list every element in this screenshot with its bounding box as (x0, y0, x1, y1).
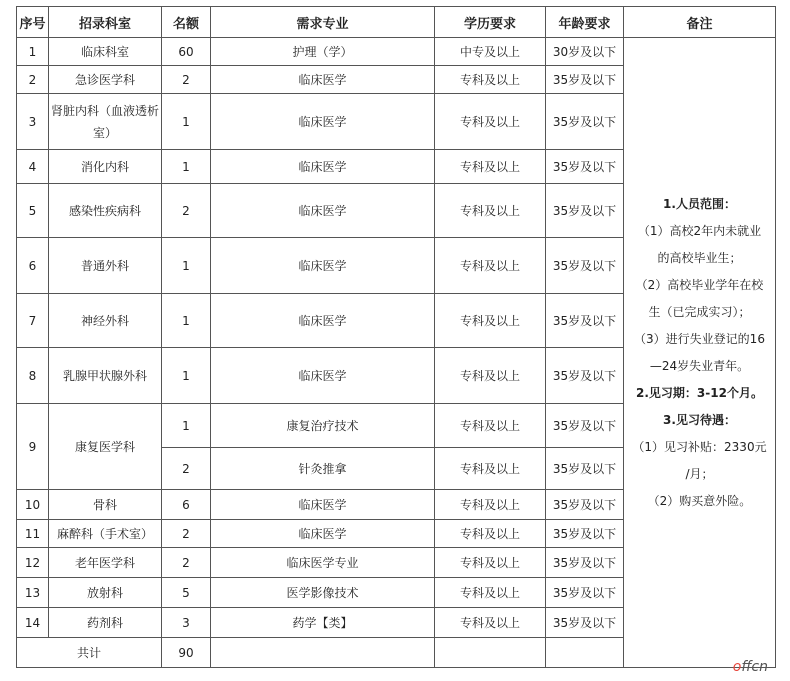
remarks-line: —24岁失业青年。 (649, 358, 750, 373)
remarks-cell (624, 38, 776, 668)
cell-dept: 老年医学科 (49, 548, 162, 578)
watermark-logo (733, 659, 768, 675)
cell-dept: 临床科室 (49, 38, 162, 66)
cell-count: 1 (162, 94, 211, 150)
cell-dept: 神经外科 (49, 294, 162, 348)
cell-dept: 骨科 (49, 490, 162, 520)
cell-count: 3 (162, 608, 211, 638)
cell-major: 临床医学 (211, 294, 435, 348)
cell-major: 临床医学 (211, 238, 435, 294)
cell-age: 35岁及以下 (546, 520, 624, 548)
cell-no: 2 (17, 66, 49, 94)
cell-major: 护理（学） (211, 38, 435, 66)
cell-count: 2 (162, 548, 211, 578)
cell-no: 9 (17, 404, 49, 490)
cell-count: 60 (162, 38, 211, 66)
cell-age: 35岁及以下 (546, 608, 624, 638)
cell-no: 7 (17, 294, 49, 348)
remarks-line: （2）购买意外险。 (647, 493, 752, 508)
cell-major: 药学【类】 (211, 608, 435, 638)
cell-major: 临床医学 (211, 184, 435, 238)
cell-no: 4 (17, 150, 49, 184)
cell-dept: 放射科 (49, 578, 162, 608)
cell-no: 10 (17, 490, 49, 520)
cell-age: 35岁及以下 (546, 348, 624, 404)
total-empty (211, 638, 435, 668)
total-empty (546, 638, 624, 668)
cell-major: 临床医学专业 (211, 548, 435, 578)
cell-count: 2 (162, 184, 211, 238)
cell-no: 11 (17, 520, 49, 548)
watermark-part2: ffcn (741, 659, 768, 675)
cell-edu: 专科及以上 (435, 548, 546, 578)
cell-edu: 中专及以上 (435, 38, 546, 66)
cell-no: 1 (17, 38, 49, 66)
cell-age: 35岁及以下 (546, 184, 624, 238)
header-age: 年龄要求 (546, 7, 624, 38)
cell-major: 医学影像技术 (211, 578, 435, 608)
cell-dept: 乳腺甲状腺外科 (49, 348, 162, 404)
cell-age: 30岁及以下 (546, 38, 624, 66)
cell-edu: 专科及以上 (435, 448, 546, 490)
cell-no: 8 (17, 348, 49, 404)
cell-no: 12 (17, 548, 49, 578)
cell-major: 临床医学 (211, 520, 435, 548)
cell-dept: 康复医学科 (49, 404, 162, 490)
cell-count: 1 (162, 294, 211, 348)
header-dept: 招录科室 (49, 7, 162, 38)
remarks-line: 1.人员范围： (663, 196, 736, 211)
remarks-line: 2.见习期：3-12个月。 (636, 385, 763, 400)
remarks-line: /月； (685, 466, 714, 481)
cell-age: 35岁及以下 (546, 238, 624, 294)
cell-edu: 专科及以上 (435, 348, 546, 404)
header-row (17, 7, 776, 38)
cell-count: 1 (162, 404, 211, 448)
cell-age: 35岁及以下 (546, 448, 624, 490)
cell-major: 康复治疗技术 (211, 404, 435, 448)
header-edu: 学历要求 (435, 7, 546, 38)
cell-dept: 感染性疾病科 (49, 184, 162, 238)
total-count: 90 (162, 638, 211, 668)
cell-age: 35岁及以下 (546, 294, 624, 348)
cell-no: 5 (17, 184, 49, 238)
cell-count: 6 (162, 490, 211, 520)
cell-count: 1 (162, 150, 211, 184)
cell-major: 临床医学 (211, 490, 435, 520)
cell-age: 35岁及以下 (546, 66, 624, 94)
recruitment-table (16, 6, 776, 668)
header-no: 序号 (17, 7, 49, 38)
cell-edu: 专科及以上 (435, 66, 546, 94)
cell-major: 临床医学 (211, 94, 435, 150)
total-label: 共计 (17, 638, 162, 668)
cell-no: 3 (17, 94, 49, 150)
cell-edu: 专科及以上 (435, 150, 546, 184)
cell-count: 2 (162, 66, 211, 94)
cell-age: 35岁及以下 (546, 150, 624, 184)
header-major: 需求专业 (211, 7, 435, 38)
cell-dept: 麻醉科（手术室） (49, 520, 162, 548)
remarks-line: （2）高校毕业学年在校 (635, 277, 764, 292)
cell-edu: 专科及以上 (435, 294, 546, 348)
cell-edu: 专科及以上 (435, 238, 546, 294)
cell-major: 临床医学 (211, 150, 435, 184)
cell-age: 35岁及以下 (546, 548, 624, 578)
cell-dept: 普通外科 (49, 238, 162, 294)
cell-edu: 专科及以上 (435, 184, 546, 238)
cell-dept: 消化内科 (49, 150, 162, 184)
cell-edu: 专科及以上 (435, 578, 546, 608)
cell-age: 35岁及以下 (546, 578, 624, 608)
cell-major: 临床医学 (211, 348, 435, 404)
remarks-line: （3）进行失业登记的16 (634, 331, 765, 346)
cell-edu: 专科及以上 (435, 490, 546, 520)
table-row (17, 38, 776, 66)
cell-edu: 专科及以上 (435, 94, 546, 150)
cell-edu: 专科及以上 (435, 404, 546, 448)
cell-dept: 急诊医学科 (49, 66, 162, 94)
cell-age: 35岁及以下 (546, 94, 624, 150)
cell-age: 35岁及以下 (546, 490, 624, 520)
cell-count: 2 (162, 448, 211, 490)
cell-dept: 药剂科 (49, 608, 162, 638)
cell-major: 临床医学 (211, 66, 435, 94)
header-count: 名额 (162, 7, 211, 38)
header-remarks: 备注 (624, 7, 776, 38)
cell-major: 针灸推拿 (211, 448, 435, 490)
cell-count: 1 (162, 348, 211, 404)
remarks-line: 3.见习待遇： (663, 412, 736, 427)
cell-dept: 肾脏内科（血液透析室） (49, 94, 162, 150)
cell-no: 6 (17, 238, 49, 294)
cell-count: 2 (162, 520, 211, 548)
remarks-line: （1）高校2年内未就业 (637, 223, 762, 238)
watermark-part1: o (732, 659, 742, 675)
remarks-line: （1）见习补贴：2330元 (632, 439, 767, 454)
cell-no: 13 (17, 578, 49, 608)
cell-edu: 专科及以上 (435, 608, 546, 638)
cell-no: 14 (17, 608, 49, 638)
remarks-line: 的高校毕业生； (657, 250, 742, 265)
cell-count: 1 (162, 238, 211, 294)
remarks-line: 生（已完成实习）； (648, 304, 751, 319)
total-empty (435, 638, 546, 668)
cell-count: 5 (162, 578, 211, 608)
cell-age: 35岁及以下 (546, 404, 624, 448)
cell-edu: 专科及以上 (435, 520, 546, 548)
